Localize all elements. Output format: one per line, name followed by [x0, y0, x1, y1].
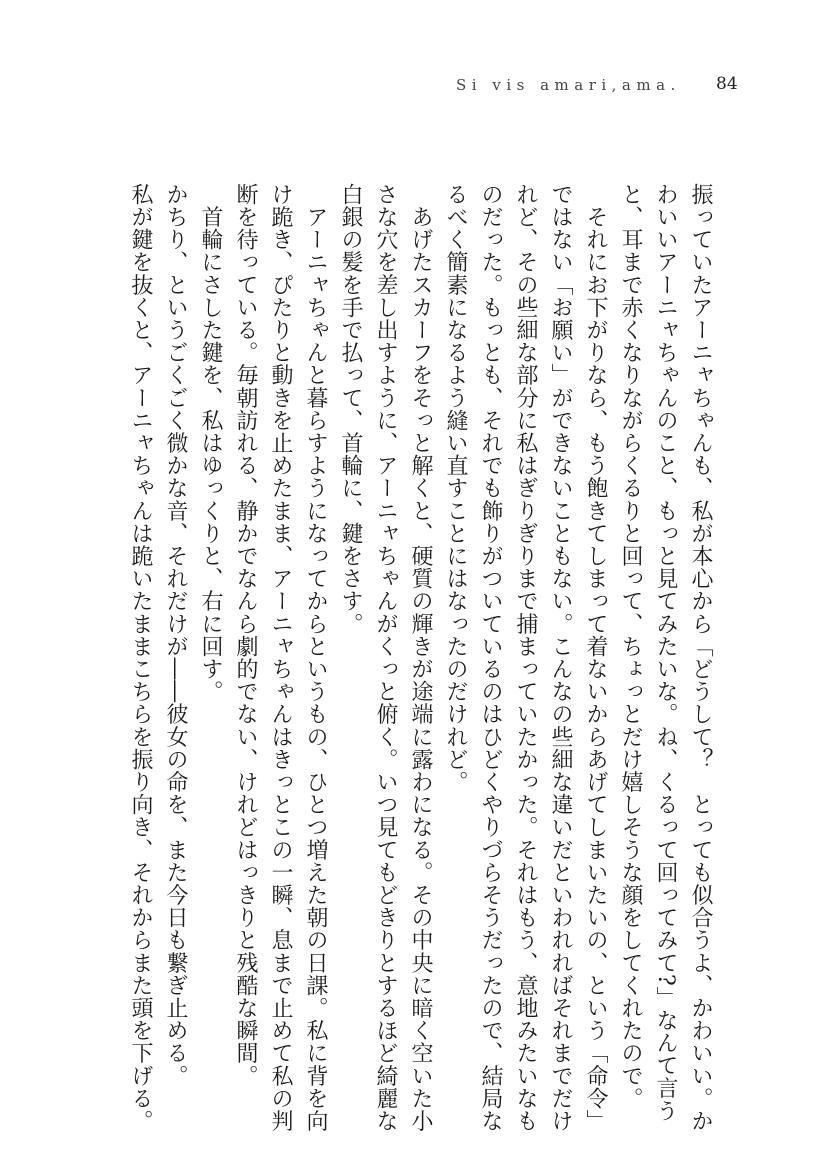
page-number: 84	[716, 74, 738, 94]
text-line: 首輪にさした鍵を、私はゆっくりと、右に回す。	[198, 183, 223, 703]
text-line: け跪き、ぴたりと動きを止めたまま、アーニャちゃんはきっとこの一瞬、息まで止めて私の判	[268, 183, 293, 1133]
text-line: さな穴を差し出すように、アーニャちゃんがくっと俯く。いつ見てもどきりとするほど綺麗な	[373, 183, 398, 1133]
body-text	[123, 183, 718, 1133]
text-line: あげたスカーフをそっと解くと、硬質の輝きが途端に露わになる。その中央に暗く空いた小	[408, 183, 433, 1133]
running-title: Si vis amari,ama.	[456, 76, 681, 94]
text-line: 振っていたアーニャちゃんも、私が本心から「どうして？ とっても似合うよ、かわいい。か	[688, 183, 713, 1133]
text-line: かちり、というごくごく微かな音、それだけが――彼女の命を、また今日も繋ぎ止める。	[163, 183, 188, 1087]
text-line: それにお下がりなら、もう飽きてしまって着ないからあげてしまいたいの、という「命令」	[583, 183, 608, 1133]
text-line: 私が鍵を抜くと、アーニャちゃんは跪いたままこちらを振り向き、それからまた頭を下げる。	[128, 183, 153, 1133]
text-line: と、耳まで赤くなりながらくるりと回って、ちょっとだけ嬉しそうな顔をしてくれたので。	[618, 183, 643, 1110]
text-line: 断を待っている。毎朝訪れる、静かでなんら劇的でない、けれどはっきりと残酷な瞬間。	[233, 183, 258, 1087]
text-line: れど、その些細な部分に私はぎりぎりまで捕まっていたかった。それはもう、意地みたいなも	[513, 183, 538, 1133]
text-line: アーニャちゃんと暮らすようになってからというもの、ひとつ増えた朝の日課。私に背を向	[303, 183, 328, 1133]
text-line: るべく簡素になるよう縫い直すことにはなったのだけれど。	[443, 183, 468, 794]
text-line: わいいアーニャちゃんのこと、もっと見てみたいな。ね、くるって回ってみて?」なんて言う	[653, 183, 678, 1122]
text-line: 白銀の髪を手で払って、首輪に、鍵をさす。	[338, 183, 363, 635]
text-line: のだった。もっとも、それでも飾りがついているのはひどくやりづらそうだったので、結局な	[478, 183, 503, 1133]
text-line: ではない「お願い」ができないこともない。こんなの些細な違いだといわれればそれまでだけ	[548, 183, 573, 1133]
